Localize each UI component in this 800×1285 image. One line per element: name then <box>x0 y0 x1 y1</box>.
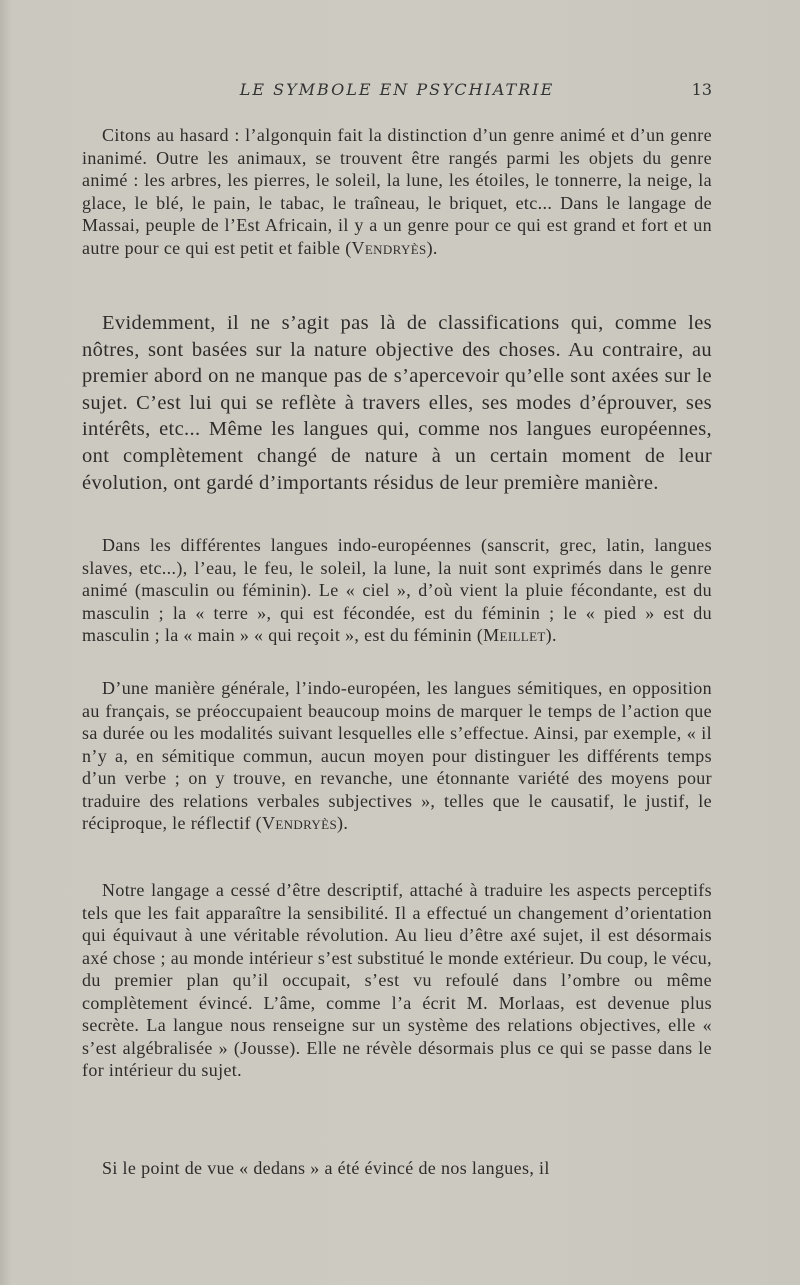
page-number: 13 <box>691 80 712 99</box>
paragraph-maniere-generale <box>82 677 712 835</box>
paragraph-text: Notre langage a cessé d’être descriptif, attaché à traduire les aspects perceptifs tels que les fait apparaître la sensibilité. Il a effectué un changement d’orientation qui équivaut à une véritable révolution. Au lieu d’être axé sujet, il est désormais axé chose ; au monde intérieur s’est substitué le monde extérieur. Du coup, le vécu, du premier plan qu’il occupait, s’est vu refoulé dans l’ombre ou même complètement évincé. L’âme, comme l’a écrit M. Morlaas, est devenue plus secrète. La langue nous renseigne sur un système des relations objectives, elle « s’est algébralisée » (Jousse). Elle ne révèle désormais plus ce qui se passe dans le for intérieur du sujet. <box>82 880 712 1080</box>
page-header <box>82 80 712 104</box>
citation-author: Vendryès <box>351 237 427 258</box>
paragraph-text: D’une manière générale, l’indo-européen, les langues sémitiques, en opposition au français, se préoccupaient beaucoup moins de marquer le temps de l’action que sa durée ou les modalités suivant lesquelles elle s’effectue. Ainsi, par exemple, « il n’y a, en sémitique commun, aucun moyen pour distinguer les différents temps d’un verbe ; on y trouve, en revanche, une étonnante variété des moyens pour traduire des relations verbales subjectives », telles que le causatif, le justif, le réciproque, le réflectif ( <box>82 678 712 833</box>
paragraph-evidemment <box>82 310 712 496</box>
paragraph-text: Evidemment, il ne s’agit pas là de classifications qui, comme les nôtres, sont basées sur la nature objective des choses. Au contraire, au premier abord on ne manque pas de s’apercevoir qu’elle sont axées sur le sujet. C’est lui qui se reflète à travers elles, ses modes d’éprouver, ses intérêts, etc... Même les langues qui, comme nos langues européennes, ont complètement changé de nature à un certain moment de leur évolution, ont gardé d’importants résidus de leur première manière. <box>82 312 712 494</box>
paragraph-indo-europeennes <box>82 534 712 647</box>
paragraph-algonquin <box>82 124 712 259</box>
paragraph-text: Citons au hasard : l’algonquin fait la distinction d’un genre animé et d’un genre inanimé. Outre les animaux, se trouvent être rangés parmi les objets du genre animé : les arbres, les pierres, le soleil, la lune, les étoiles, le tonnerre, la neige, la glace, le blé, le pain, le tabac, le traîneau, le briquet, etc... Dans le langage de Massai, peuple de l’Est Africain, il y a un genre pour ce qui est grand et fort et un autre pour ce qui est petit et faible ( <box>82 125 712 258</box>
citation-suffix: ). <box>545 625 557 645</box>
paragraph-point-de-vue <box>82 1157 712 1180</box>
paragraph-text: Si le point de vue « dedans » a été évincé de nos langues, il <box>102 1158 550 1178</box>
citation-suffix: ). <box>337 813 349 833</box>
paragraph-text: Dans les différentes langues indo-européennes (sanscrit, grec, latin, langues slaves, etc...), l’eau, le feu, le soleil, la lune, la nuit sont exprimés dans le genre animé (masculin ou féminin). Le « ciel », d’où vient la pluie fécondante, est du masculin ; la « terre », qui est fécondée, est du féminin ; le « pied » est du masculin ; la « main » « qui reçoit », est du féminin ( <box>82 535 712 645</box>
citation-suffix: ). <box>426 237 438 258</box>
citation-author: Vendryès <box>262 813 338 833</box>
paragraph-notre-langage <box>82 879 712 1082</box>
citation-author: Meillet <box>483 625 546 645</box>
running-title: LE SYMBOLE EN PSYCHIATRIE <box>239 80 555 99</box>
